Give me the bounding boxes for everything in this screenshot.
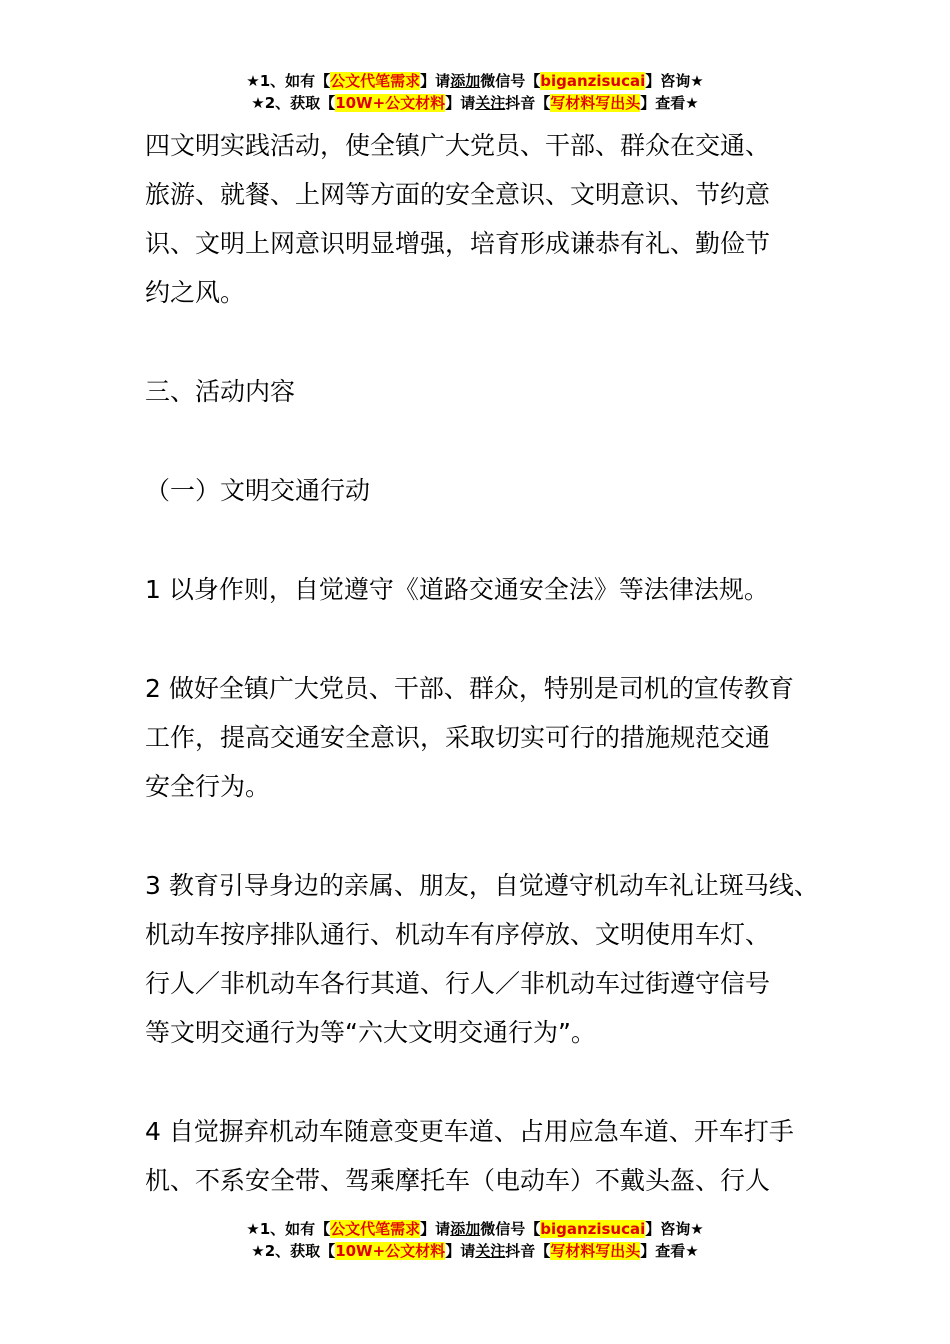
text-line: 识、文明上网意识明显增强，培育形成谦恭有礼、勤俭节	[145, 229, 771, 258]
banner-highlight: 公文代笔需求	[330, 1220, 421, 1238]
banner-line-1	[0, 70, 950, 92]
banner-line-2	[0, 1240, 950, 1262]
text-line: 4 自觉摒弃机动车随意变更车道、占用应急车道、开车打手	[145, 1117, 794, 1146]
banner-text: ★1、如有【	[246, 72, 331, 90]
banner-underline: 关注	[475, 94, 506, 112]
banner-highlight: 写材料写出头	[550, 1242, 641, 1260]
banner-highlight: 10W+公文材料	[335, 94, 446, 112]
text-line: 工作，提高交通安全意识，采取切实可行的措施规范交通	[145, 723, 771, 752]
banner-text: 】咨询★	[645, 72, 704, 90]
banner-underline: 添加	[450, 72, 481, 90]
banner-text: 微信号【	[480, 72, 541, 90]
banner-line-1	[0, 1218, 950, 1240]
item-2-paragraph	[145, 664, 817, 811]
banner-text: 】请	[445, 1242, 476, 1260]
banner-highlight: biganzisucai	[540, 1220, 646, 1238]
item-1-paragraph	[145, 565, 817, 614]
banner-underline: 添加	[450, 1220, 481, 1238]
item-4-paragraph	[145, 1107, 817, 1205]
section-title: 三、活动内容	[145, 377, 296, 406]
header-banner	[0, 70, 950, 114]
intro-paragraph	[145, 121, 817, 317]
text-line: 等文明交通行为等“六大文明交通行为”。	[145, 1018, 596, 1047]
text-line: 旅游、就餐、上网等方面的安全意识、文明意识、节约意	[145, 180, 771, 209]
banner-text: 】请	[420, 72, 451, 90]
item-3-paragraph	[145, 861, 817, 1057]
text-line: 机、不系安全带、驾乘摩托车（电动车）不戴头盔、行人	[145, 1166, 771, 1195]
banner-underline: 关注	[475, 1242, 506, 1260]
banner-highlight: biganzisucai	[540, 72, 646, 90]
text-line: 行人／非机动车各行其道、行人／非机动车过街遵守信号	[145, 969, 771, 998]
banner-text: 抖音【	[505, 1242, 551, 1260]
text-line: 2 做好全镇广大党员、干部、群众，特别是司机的宣传教育	[145, 674, 794, 703]
text-line: 安全行为。	[145, 772, 271, 801]
banner-text: ★2、获取【	[251, 1242, 336, 1260]
banner-highlight: 写材料写出头	[550, 94, 641, 112]
banner-text: 】查看★	[640, 94, 699, 112]
text-line: 1 以身作则，自觉遵守《道路交通安全法》等法律法规。	[145, 575, 769, 604]
banner-line-2	[0, 92, 950, 114]
banner-text: 】咨询★	[645, 1220, 704, 1238]
banner-text: 】请	[445, 94, 476, 112]
text-line: 约之风。	[145, 278, 246, 307]
text-line: 3 教育引导身边的亲属、朋友，自觉遵守机动车礼让斑马线、	[145, 871, 819, 900]
banner-highlight: 10W+公文材料	[335, 1242, 446, 1260]
text-line: 四文明实践活动，使全镇广大党员、干部、群众在交通、	[145, 131, 771, 160]
banner-text: ★2、获取【	[251, 94, 336, 112]
document-body	[145, 121, 817, 1255]
footer-banner	[0, 1218, 950, 1262]
banner-highlight: 公文代笔需求	[330, 72, 421, 90]
subsection-title: （一）文明交通行动	[145, 476, 371, 505]
banner-text: ★1、如有【	[246, 1220, 331, 1238]
banner-text: 抖音【	[505, 94, 551, 112]
banner-text: 】请	[420, 1220, 451, 1238]
text-line: 机动车按序排队通行、机动车有序停放、文明使用车灯、	[145, 920, 771, 949]
banner-text: 微信号【	[480, 1220, 541, 1238]
banner-text: 】查看★	[640, 1242, 699, 1260]
